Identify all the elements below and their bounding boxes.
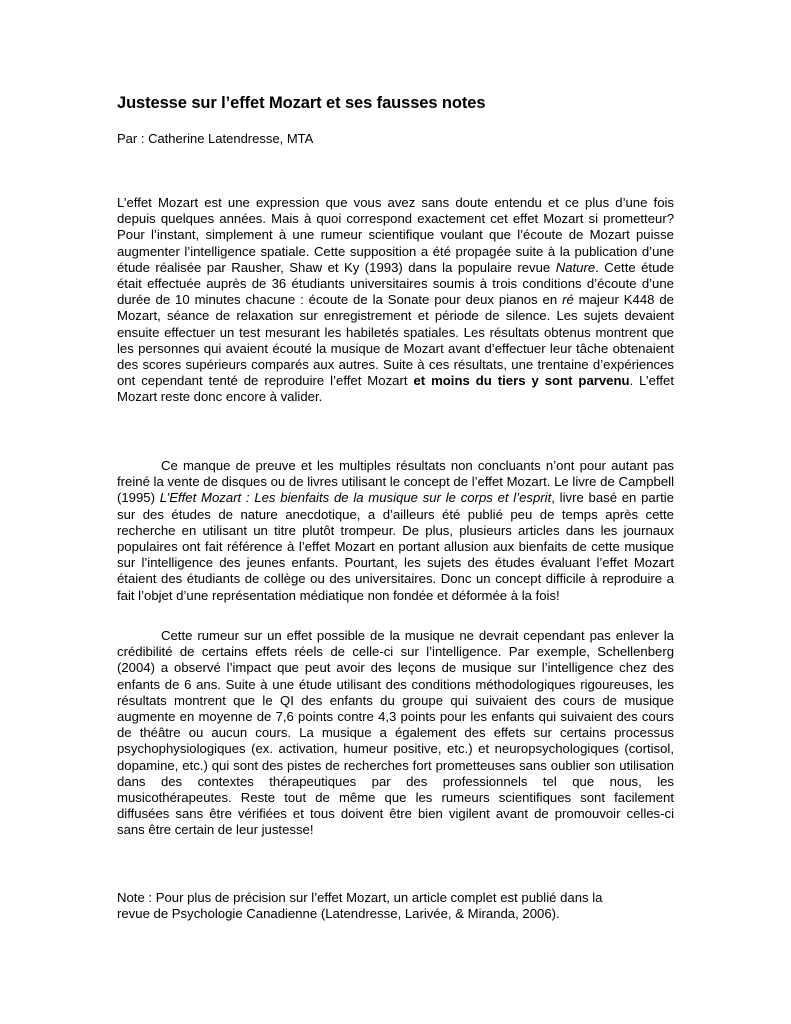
paragraph-1-text-b: . Cette étude était effectuée auprès de 36 étudiants universitaires soumis à trois conditions d’écoute d’une durée de 10 minutes chacune : écoute de la Sonate pour deux pianos en [117,259,674,308]
paragraph-2-text-a: Ce manque de preuve et les multiples résultats non concluants n’ont pour autant pas freiné la vente de disques ou de livres utilisant le concept de l’effet Mozart. Le livre de Campbell (1995) [117,458,674,506]
paragraph-1-text-c: majeur K448 de Mozart, séance de relaxation sur enregistrement et période de silence. Les sujets devaient ensuite effectuer un test mesurant les habiletés spatiales. Les résultats obtenus montrent que les personnes qui avaient écouté la musique de Mozart avant d’effectuer leur tâche obtenaient des scores supérieurs comparés aux autres. Suite à ces résultats, une trentaine d’expériences ont cependant tenté de reproduire l’effet Mozart [117,292,674,389]
book-title: L’Effet Mozart : Les bienfaits de la musique sur le corps et l’esprit [159,490,552,506]
footnote-line-1: Note : Pour plus de précision sur l’effet Mozart, un article complet est publié dans la [117,890,603,905]
paragraph-2 [117,458,674,604]
musical-key: ré [562,292,574,308]
footnote [117,890,674,922]
document-title: Justesse sur l’effet Mozart et ses fausses notes [117,94,486,112]
paragraph-1 [117,195,674,406]
author-byline: Par : Catherine Latendresse, MTA [117,131,314,146]
emphasis-bold-text: et moins du tiers y sont parvenu [413,373,630,389]
paragraph-1-text-a: L’effet Mozart est une expression que vous avez sans doute entendu et ce plus d’une fois depuis quelques années. Mais à quoi correspond exactement cet effet Mozart si prometteur? Pour l’instant, simplement à une rumeur scientifique voulant que l’écoute de Mozart puisse augmenter l’intelligence spatiale. Cette supposition a été propagée suite à la publication d’une étude réalisée par Rausher, Shaw et Ky (1993) dans la populaire revue [117,195,674,275]
paragraph-3: Cette rumeur sur un effet possible de la musique ne devrait cependant pas enlever la crédibilité de certains effets réels de celle-ci sur l’intelligence. Par exemple, Schellenberg (2004) a observé l’impact que peut avoir des leçons de musique sur l’intelligence chez des enfants de 6 ans. Suite à une étude utilisant des conditions méthodologiques rigoureuses, les résultats montrent que le QI des enfants du groupe qui suivaient des cours de musique augmente en moyenne de 7,6 points contre 4,3 points pour les enfants qui suivaient des cours de théâtre ou aucun cours. La musique a également des effets sur certains processus psychophysiologiques (ex. activation, humeur positive, etc.) et neuropsychologiques (cortisol, dopamine, etc.) qui sont des pistes de recherches fort prometteuses sans oublier son utilisation dans des contextes thérapeutiques par des professionnels tel que nous, les musicothérapeutes. Reste tout de même que les rumeurs scientifiques sont facilement diffusées sans être vérifiées et tous doivent être bien vigilent avant de promouvoir celles-ci sans être certain de leur justesse! [117,628,674,838]
footnote-line-2: revue de Psychologie Canadienne (Latendresse, Larivée, & Miranda, 2006). [117,906,560,922]
journal-name: Nature [555,259,596,275]
paragraph-2-text-b: , livre basé en partie sur des études de nature anecdotique, a d’ailleurs été publié peu de temps après cette recherche en utilisant un titre plutôt trompeur. De plus, plusieurs articles dans les journaux populaires ont fait référence à l’effet Mozart en portant allusion aux bienfaits de cette musique sur l’intelligence des jeunes enfants. Pourtant, les sujets des études évaluant l’effet Mozart étaient des étudiants de collège ou des universitaires. Donc un concept difficile à reproduire a fait l’objet d’une représentation médiatique non fondée et déformée à la fois! [117,490,674,603]
paragraph-1-text-d: . L’effet Mozart reste donc encore à valider. [117,373,675,405]
